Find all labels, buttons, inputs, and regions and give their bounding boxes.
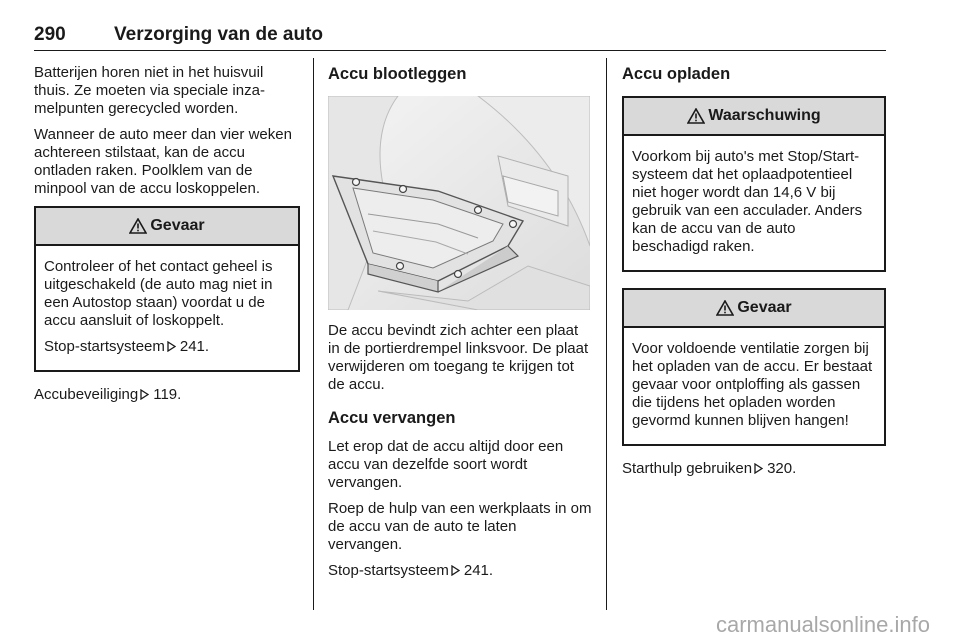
- reference-label: Starthulp gebruiken: [622, 460, 753, 477]
- reference-label: Stop-startsysteem: [328, 562, 449, 579]
- box-text: Controleer of het contact geheel is uitgeschakeld (de auto mag niet in een Autostop staan) voordat u de accu aansluit of loskoppelt.: [44, 258, 273, 329]
- box-body: [624, 136, 884, 270]
- section-heading: Accu blootleggen: [328, 65, 467, 83]
- illustration-caption: De accu bevindt zich achter een plaat in de portierdrempel linksvoor. De plaat verwijderen om toegang te krijgen tot de accu.: [328, 322, 589, 393]
- paragraph: Wanneer de auto meer dan vier weken achtereen stilstaat, kan de accu ontladen raken. Poolklem van de minpool van de accu loskoppelen.: [34, 126, 292, 197]
- column-2: [328, 64, 592, 588]
- page-reference-icon: [451, 565, 460, 576]
- danger-box: [622, 288, 886, 446]
- paragraph: Roep de hulp van een werkplaats in om de accu van de auto te laten vervangen.: [328, 500, 592, 553]
- warning-box: [622, 96, 886, 272]
- cross-reference[interactable]: [44, 338, 290, 356]
- box-body: [36, 246, 298, 370]
- danger-box: [34, 206, 300, 372]
- page-reference-icon: [140, 389, 149, 400]
- page-header: [34, 22, 886, 51]
- cross-reference[interactable]: [622, 460, 886, 478]
- box-title: Waarschuwing: [708, 107, 821, 124]
- cross-reference[interactable]: [34, 386, 300, 404]
- reference-page: 241.: [463, 562, 494, 579]
- reference-page: 320.: [767, 460, 797, 477]
- column-1: [34, 64, 300, 412]
- box-header: [624, 98, 884, 136]
- reference-page: 119.: [153, 386, 182, 403]
- box-header: [624, 290, 884, 328]
- box-body: [624, 328, 884, 444]
- watermark: carmanualsonline.info: [715, 612, 930, 637]
- reference-page: 241.: [179, 338, 210, 355]
- paragraph: Batterijen horen niet in het huisvuil thuis. Ze moeten via speciale inzamelpunten gerecycled worden.: [34, 64, 265, 117]
- box-text: Voorkom bij auto's met Stop/Start-systeem dat het oplaadpotentieel niet hoger wordt dan 14,6 V bij gebruik van een acculader. Anders kan de accu van de auto beschadigd raken.: [632, 148, 863, 255]
- box-title: Gevaar: [150, 217, 205, 234]
- page-title: Verzorging van de auto: [114, 24, 324, 45]
- battery-cover-illustration: [328, 96, 590, 310]
- box-text: Voor voldoende ventilatie zorgen bij het opladen van de accu. Er bestaat gevaar voor ontploffing als gassen die tijdens het opladen worden gevormd kunnen blijven hangen!: [632, 340, 873, 429]
- cross-reference[interactable]: [328, 562, 592, 580]
- page-reference-icon: [754, 463, 763, 474]
- column-divider: [606, 58, 607, 610]
- section-heading: Accu opladen: [622, 65, 731, 83]
- page-reference-icon: [167, 341, 176, 352]
- reference-label: Accubeveiliging: [34, 386, 139, 403]
- page-number: 290: [34, 24, 66, 45]
- reference-label: Stop-startsysteem: [44, 338, 165, 355]
- column-3: [622, 64, 886, 486]
- warning-triangle-icon: [716, 300, 734, 316]
- box-title: Gevaar: [737, 299, 792, 316]
- column-divider: [313, 58, 314, 610]
- section-heading: Accu vervangen: [328, 409, 456, 427]
- paragraph: Let erop dat de accu altijd door een accu van dezelfde soort wordt vervangen.: [328, 438, 564, 491]
- warning-triangle-icon: [129, 218, 147, 234]
- box-header: [36, 208, 298, 246]
- warning-triangle-icon: [687, 108, 705, 124]
